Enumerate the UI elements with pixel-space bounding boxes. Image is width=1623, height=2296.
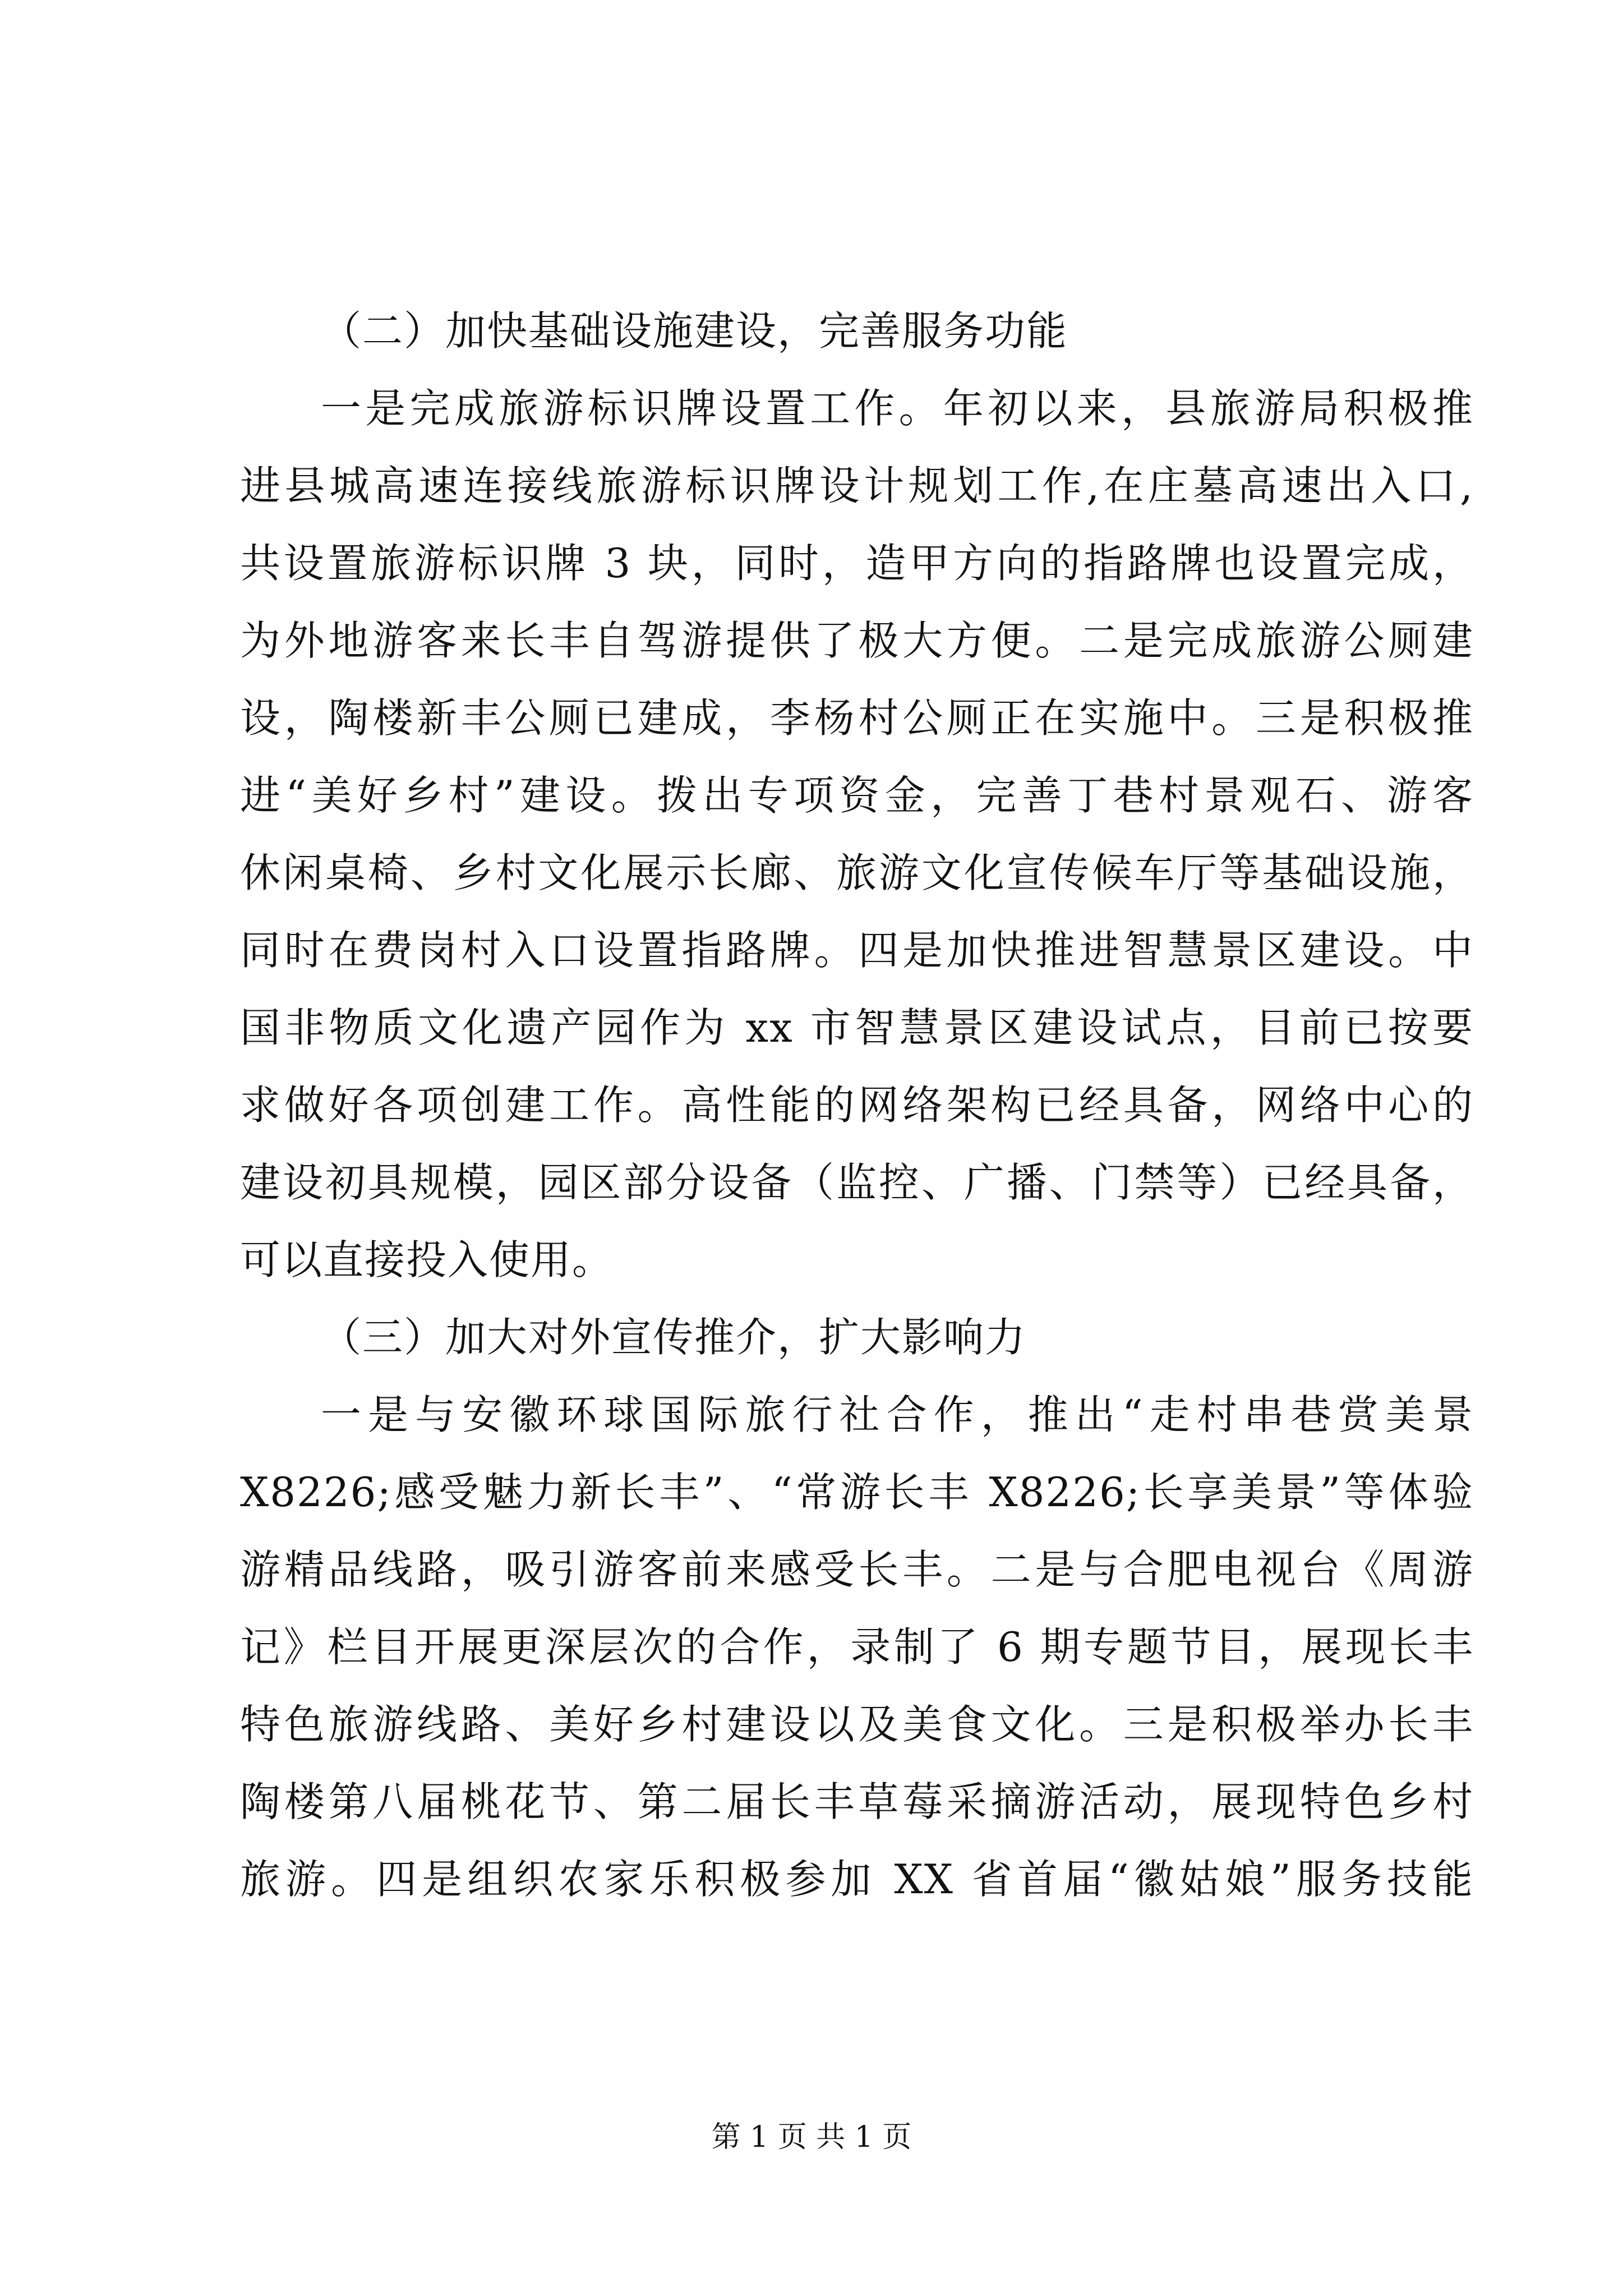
paragraph-line: 共设置旅游标识牌 3 块，同时，造甲方向的指路牌也设置完成， (240, 540, 1474, 587)
paragraph-line: 设，陶楼新丰公厕已建成，李杨村公厕正在实施中。三是积极推 (240, 694, 1474, 742)
paragraph-line: 进“美好乡村”建设。拨出专项资金，完善丁巷村景观石、游客 (240, 772, 1474, 819)
paragraph-line: 休闲桌椅、乡村文化展示长廊、旅游文化宣传候车厅等基础设施， (240, 849, 1474, 896)
paragraph-line: 特色旅游线路、美好乡村建设以及美食文化。三是积极举办长丰 (240, 1701, 1474, 1748)
paragraph-line: 一是完成旅游标识牌设置工作。年初以来，县旅游局积极推 (321, 385, 1474, 432)
paragraph-line: 国非物质文化遗产园作为 xx 市智慧景区建设试点，目前已按要 (240, 1004, 1474, 1051)
section-heading-3: （三）加大对外宣传推介，扩大影响力 (321, 1314, 1027, 1361)
paragraph-line: 进县城高速连接线旅游标识牌设计规划工作,在庄墓高速出入口, (240, 462, 1474, 509)
section-heading-2: （二）加快基础设施建设，完善服务功能 (321, 307, 1068, 355)
paragraph-line: 可以直接投入使用。 (240, 1236, 614, 1283)
paragraph-line: 建设初具规模，园区部分设备（监控、广播、门禁等）已经具备， (240, 1159, 1474, 1206)
paragraph-line: 求做好各项创建工作。高性能的网络架构已经具备，网络中心的 (240, 1082, 1474, 1129)
paragraph-line: 记》栏目开展更深层次的合作，录制了 6 期专题节目，展现长丰 (240, 1623, 1474, 1671)
page-footer: 第 1 页 共 1 页 (711, 2120, 912, 2154)
paragraph-line: 为外地游客来长丰自驾游提供了极大方便。二是完成旅游公厕建 (240, 617, 1474, 664)
paragraph-line: 陶楼第八届桃花节、第二届长丰草莓采摘游活动，展现特色乡村 (240, 1778, 1474, 1825)
paragraph-line: 旅游。四是组织农家乐积极参加 XX 省首届“徽姑娘”服务技能 (240, 1856, 1474, 1903)
paragraph-line: 一是与安徽环球国际旅行社合作，推出“走村串巷赏美景 (321, 1391, 1474, 1438)
paragraph-line: 游精品线路，吸引游客前来感受长丰。二是与合肥电视台《周游 (240, 1546, 1474, 1593)
paragraph-line: 同时在费岗村入口设置指路牌。四是加快推进智慧景区建设。中 (240, 927, 1474, 974)
paragraph-line: X8226;感受魅力新长丰”、“常游长丰 X8226;长享美景”等体验 (240, 1469, 1474, 1516)
